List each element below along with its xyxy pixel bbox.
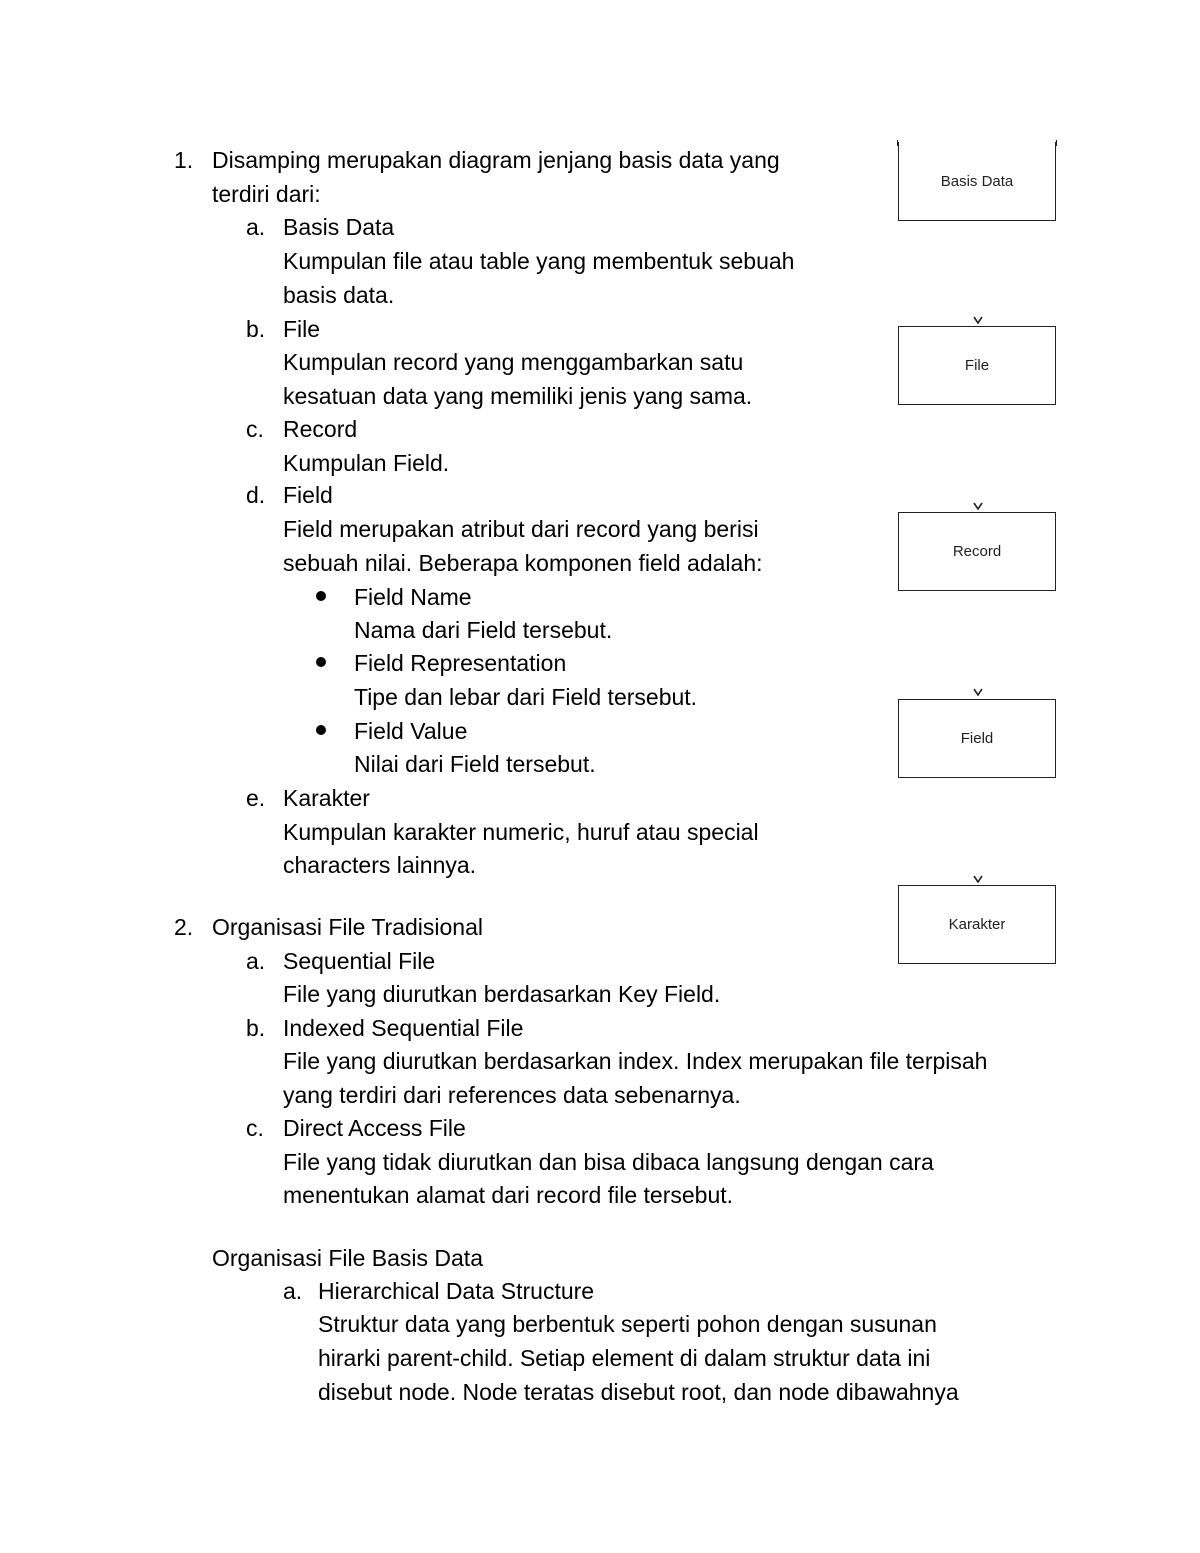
bullet-desc: Tipe dan lebar dari Field tersebut. <box>354 684 698 710</box>
bullet-desc: Nama dari Field tersebut. <box>354 617 613 643</box>
crop-mark <box>1056 140 1057 146</box>
item-desc-line: File yang tidak diurutkan dan bisa dibaca langsung dengan cara <box>283 1149 934 1175</box>
bullet-icon <box>316 725 326 735</box>
item-title-file: File <box>283 316 321 342</box>
diagram-box-basis-data: Basis Data <box>898 142 1056 221</box>
bullet-title-field-name: Field Name <box>354 584 472 610</box>
arrow-down-icon <box>973 688 983 696</box>
item-desc-line: Kumpulan karakter numeric, huruf atau special <box>283 819 759 845</box>
item-desc-line: File yang diurutkan berdasarkan Key Field. <box>283 981 721 1007</box>
item-desc-line: Kumpulan file atau table yang membentuk sebuah <box>283 248 795 274</box>
list-marker: c. <box>246 416 264 442</box>
bullet-title-field-value: Field Value <box>354 718 468 744</box>
item-title-hierarchical-data-structure: Hierarchical Data Structure <box>318 1278 595 1304</box>
section-2-title: Organisasi File Tradisional <box>212 914 484 940</box>
item-desc-line: Kumpulan Field. <box>283 450 450 476</box>
item-desc-line: Field merupakan atribut dari record yang berisi <box>283 516 759 542</box>
list-marker: e. <box>246 785 266 811</box>
section-1-number: 1. <box>174 147 194 173</box>
item-desc-line: menentukan alamat dari record file tersebut. <box>283 1182 734 1208</box>
item-title-basis-data: Basis Data <box>283 214 395 240</box>
item-title-record: Record <box>283 416 358 442</box>
item-title-karakter: Karakter <box>283 785 370 811</box>
item-desc-line: characters lainnya. <box>283 852 477 878</box>
item-desc-line: hirarki parent-child. Setiap element di dalam struktur data ini <box>318 1345 931 1371</box>
arrow-down-icon <box>973 316 983 324</box>
list-marker: a. <box>246 214 266 240</box>
diagram-box-record: Record <box>898 512 1056 591</box>
item-title-indexed-sequential-file: Indexed Sequential File <box>283 1015 524 1041</box>
list-marker: a. <box>283 1278 303 1304</box>
item-desc-line: sebuah nilai. Beberapa komponen field adalah: <box>283 550 763 576</box>
diagram-box-karakter: Karakter <box>898 885 1056 964</box>
item-desc-line: Kumpulan record yang menggambarkan satu <box>283 349 744 375</box>
list-marker: b. <box>246 316 266 342</box>
bullet-icon <box>316 657 326 667</box>
diagram-box-field: Field <box>898 699 1056 778</box>
bullet-desc: Nilai dari Field tersebut. <box>354 751 596 777</box>
list-marker: c. <box>246 1115 264 1141</box>
list-marker: a. <box>246 948 266 974</box>
section-3-title: Organisasi File Basis Data <box>212 1245 483 1271</box>
item-desc-line: yang terdiri dari references data sebenarnya. <box>283 1082 741 1108</box>
arrow-down-icon <box>973 875 983 883</box>
item-desc-line: basis data. <box>283 282 395 308</box>
section-1-intro-line-1: Disamping merupakan diagram jenjang basis data yang <box>212 147 780 173</box>
section-2-number: 2. <box>174 914 194 940</box>
arrow-down-icon <box>973 502 983 510</box>
list-marker: d. <box>246 482 266 508</box>
list-marker: b. <box>246 1015 266 1041</box>
bullet-title-field-representation: Field Representation <box>354 650 567 676</box>
item-title-field: Field <box>283 482 333 508</box>
diagram-box-file: File <box>898 326 1056 405</box>
item-desc-line: File yang diurutkan berdasarkan index. Index merupakan file terpisah <box>283 1048 988 1074</box>
item-title-direct-access-file: Direct Access File <box>283 1115 466 1141</box>
item-desc-line: Struktur data yang berbentuk seperti pohon dengan susunan <box>318 1311 937 1337</box>
item-desc-line: disebut node. Node teratas disebut root, dan node dibawahnya <box>318 1379 959 1405</box>
section-1-intro-line-2: terdiri dari: <box>212 181 321 207</box>
item-title-sequential-file: Sequential File <box>283 948 436 974</box>
bullet-icon <box>316 591 326 601</box>
item-desc-line: kesatuan data yang memiliki jenis yang sama. <box>283 383 753 409</box>
